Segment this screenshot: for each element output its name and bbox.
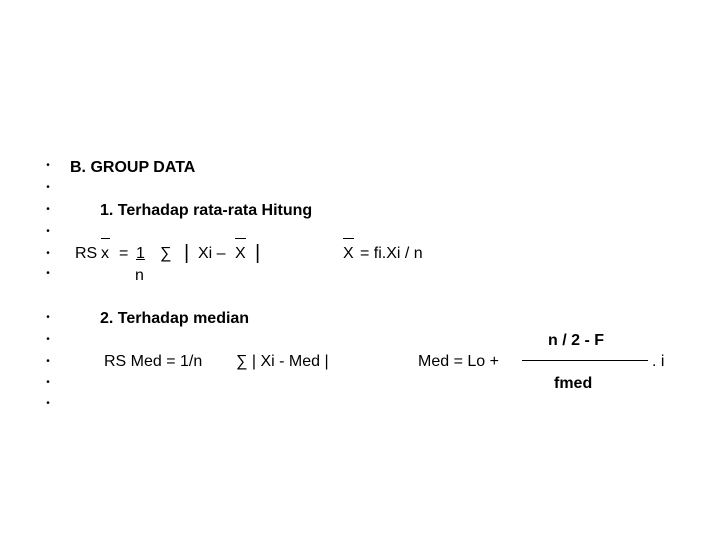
formula-rs-xbar: X (235, 245, 246, 262)
formula-rs-prefix: RS (75, 245, 98, 262)
abs-open: | (184, 242, 190, 264)
item-heading-mean: 1. Terhadap rata-rata Hitung (100, 202, 313, 219)
fraction-suffix: . i (652, 353, 665, 370)
formula-rs-xi: Xi – (198, 245, 226, 262)
bullet: • (46, 398, 50, 409)
item-heading-median: 2. Terhadap median (100, 310, 250, 327)
bullet: • (46, 334, 50, 345)
formula-rs-numerator: 1 (136, 245, 145, 262)
bullet: • (46, 312, 50, 323)
formula-rs-equals: = (119, 245, 129, 262)
formula-rs-denominator: n (135, 267, 144, 284)
bullet: • (46, 248, 50, 259)
mean-formula: = fi.Xi / n (360, 245, 423, 262)
xbar-overline (235, 238, 246, 239)
bullet: • (46, 226, 50, 237)
abs-close: | (255, 242, 261, 264)
x-bar-overline (101, 238, 110, 239)
rs-med-formula: RS Med = 1/n (104, 353, 203, 370)
fraction-denominator: fmed (554, 375, 593, 392)
formula-rs-x: x (101, 245, 109, 262)
fraction-numerator: n / 2 - F (548, 332, 604, 349)
mean-xbar-overline (343, 238, 354, 239)
bullet: • (46, 356, 50, 367)
fraction-bar (522, 360, 648, 361)
sum-symbol: ∑ (160, 245, 172, 262)
bullet: • (46, 377, 50, 388)
mean-xbar: X (343, 245, 354, 262)
bullet: • (46, 204, 50, 215)
bullet: • (46, 160, 50, 171)
bullet: • (46, 182, 50, 193)
section-title: B. GROUP DATA (70, 159, 196, 176)
bullet: • (46, 268, 50, 279)
med-equation: Med = Lo + (418, 353, 499, 370)
rs-med-sum: ∑ | Xi - Med | (236, 353, 329, 370)
